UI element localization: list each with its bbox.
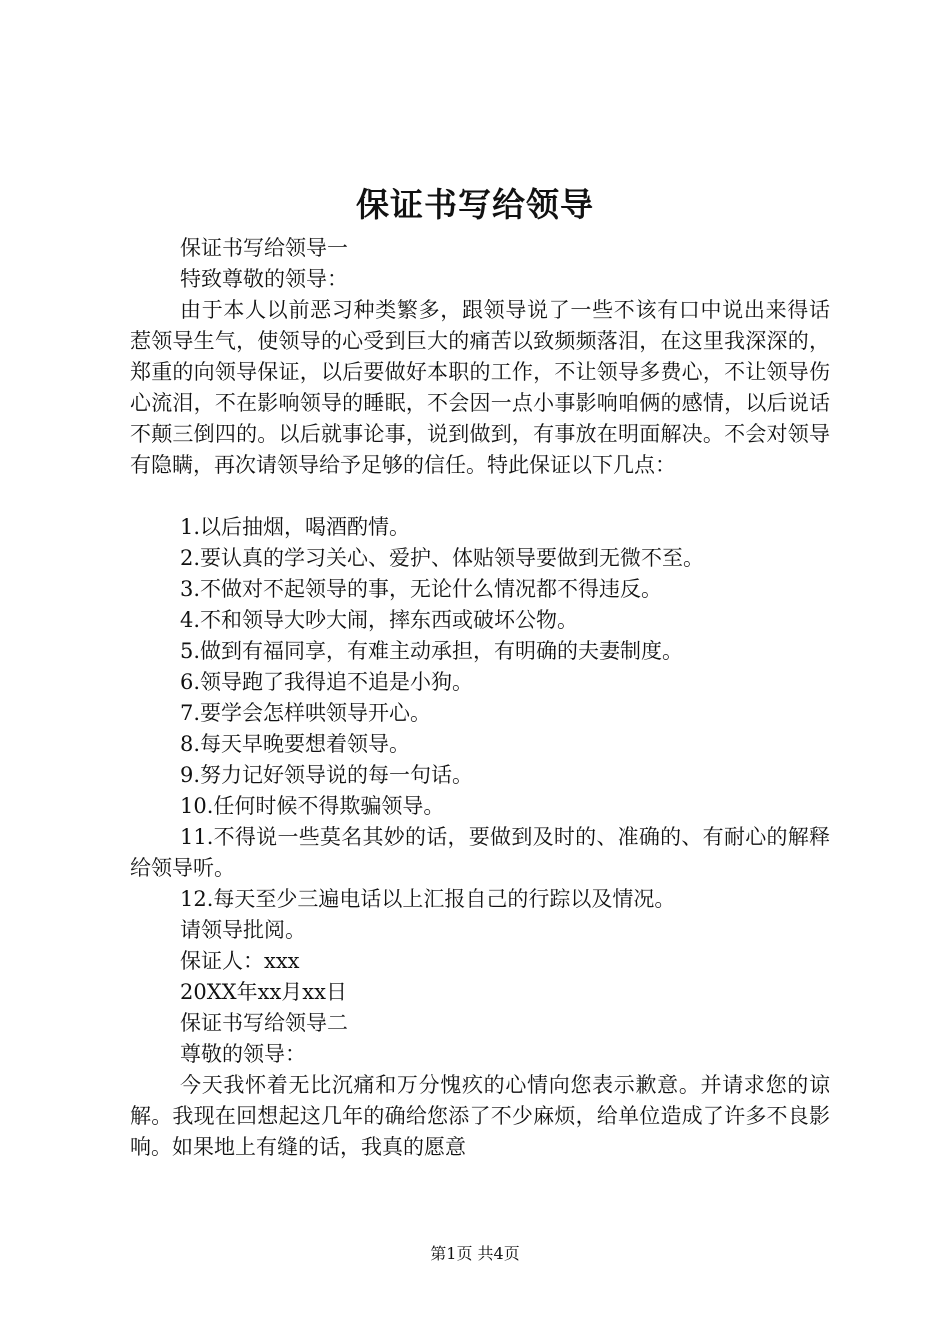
guarantor-line: 保证人：xxx [180, 949, 300, 973]
list-item: 11.不得说一些莫名其妙的话，要做到及时的、准确的、有耐心的解释给领导听。 [130, 825, 830, 880]
list-item: 12.每天至少三遍电话以上汇报自己的行踪以及情况。 [180, 887, 676, 911]
list-item: 6.领导跑了我得追不追是小狗。 [180, 670, 474, 694]
paragraph-2: 今天我怀着无比沉痛和万分愧疚的心情向您表示歉意。并请求您的谅解。我现在回想起这几年的确给您添了不少麻烦，给单位造成了许多不良影响。如果地上有缝的话，我真的愿意 [130, 1073, 830, 1159]
document-body [130, 233, 830, 1163]
list-item: 3.不做对不起领导的事，无论什么情况都不得违反。 [180, 577, 663, 601]
list-item: 10.任何时候不得欺骗领导。 [180, 794, 445, 818]
date-line: 20XX年xx月xx日 [180, 980, 347, 1004]
document-title: 保证书写给领导 [356, 185, 594, 224]
list-item: 4.不和领导大吵大闹，摔东西或破坏公物。 [180, 608, 579, 632]
list-item: 8.每天早晚要想着领导。 [180, 732, 411, 756]
list-item: 1.以后抽烟，喝酒酌情。 [180, 515, 411, 539]
list-item: 9.努力记好领导说的每一句话。 [180, 763, 474, 787]
page-footer: 第1页 共4页 [430, 1244, 520, 1263]
salutation-2: 尊敬的领导： [180, 1042, 306, 1066]
salutation-1: 特致尊敬的领导： [180, 267, 348, 291]
paragraph-1: 由于本人以前恶习种类繁多，跟领导说了一些不该有口中说出来得话惹领导生气，使领导的心受到巨大的痛苦以致频频落泪，在这里我深深的，郑重的向领导保证，以后要做好本职的工作，不让领导多费心，不让领导伤心流泪，不在影响领导的睡眠，不会因一点小事影响咱俩的感情，以后说话不颠三倒四的。以后就事论事，说到做到，有事放在明面解决。不会对领导有隐瞒，再次请领导给予足够的信任。特此保证以下几点： [130, 298, 830, 477]
section1-heading: 保证书写给领导一 [180, 236, 348, 260]
list-item: 2.要认真的学习关心、爱护、体贴领导要做到无微不至。 [180, 546, 705, 570]
section2-heading: 保证书写给领导二 [180, 1011, 348, 1035]
blank-line [130, 481, 830, 512]
list-item: 5.做到有福同享，有难主动承担，有明确的夫妻制度。 [180, 639, 684, 663]
closing-line: 请领导批阅。 [180, 918, 306, 942]
list-item: 7.要学会怎样哄领导开心。 [180, 701, 432, 725]
